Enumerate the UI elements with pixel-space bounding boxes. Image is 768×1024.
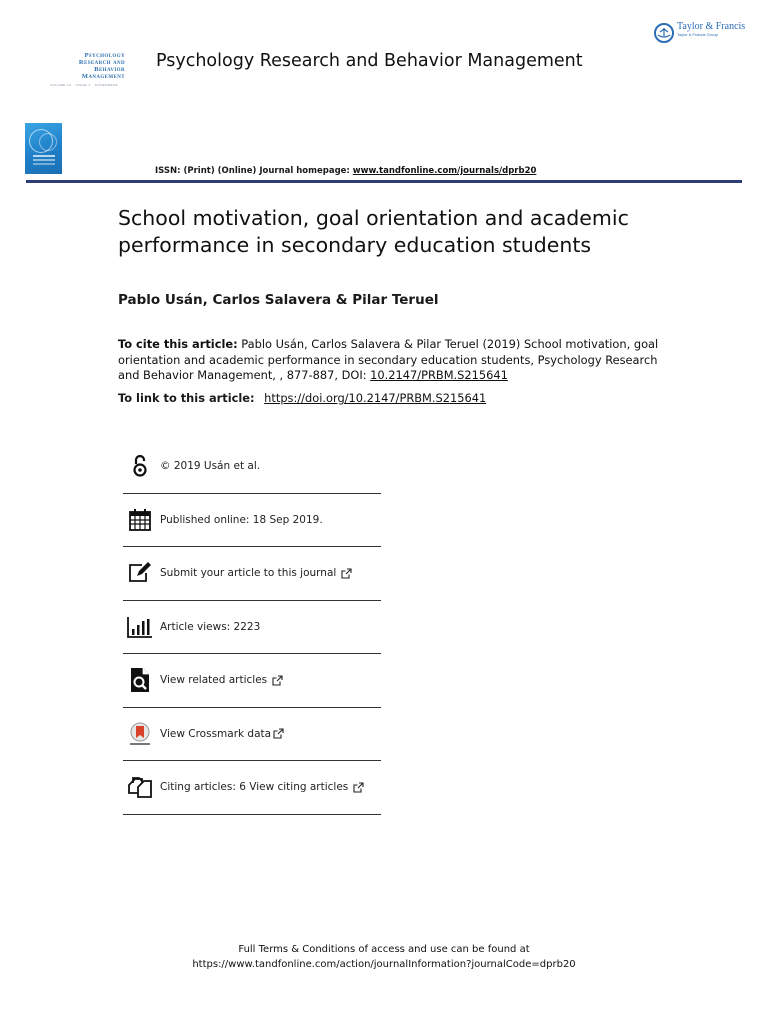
publisher-logo[interactable]	[654, 22, 745, 46]
crossmark-link[interactable]: View Crossmark data	[160, 727, 272, 740]
doi-link[interactable]: 10.2147/PRBM.S215641	[370, 368, 508, 382]
external-link-icon	[353, 782, 364, 793]
footer-terms-url[interactable]: https://www.tandfonline.com/action/journalInformation?journalCode=dprb20	[192, 959, 576, 970]
citing-articles-link[interactable]: Citing articles: 6 View citing articles	[160, 781, 349, 794]
citation-block	[118, 337, 663, 384]
article-doi-url[interactable]: https://doi.org/10.2147/PRBM.S215641	[264, 391, 487, 405]
search-document-icon	[127, 667, 153, 693]
published-text: Published online: 18 Sep 2019.	[160, 513, 323, 526]
article-title: School motivation, goal orientation and academic performance in secondary education students	[118, 206, 629, 257]
related-articles-row[interactable]	[123, 654, 381, 708]
related-articles-link[interactable]: View related articles	[160, 674, 268, 687]
footer-line1: Full Terms & Conditions of access and use can be found at	[238, 944, 530, 955]
journal-cover-image	[25, 123, 62, 174]
article-authors: Pablo Usán, Carlos Salavera & Pilar Teruel	[118, 292, 439, 308]
journal-logo-line: Behavior	[94, 66, 125, 73]
calendar-icon	[127, 507, 153, 533]
journal-homepage-link[interactable]: www.tandfonline.com/journals/dprb20	[352, 166, 537, 176]
crossmark-icon	[127, 721, 153, 747]
external-link-icon	[341, 568, 352, 579]
license-text: © 2019 Usán et al.	[160, 460, 261, 473]
citing-articles-row[interactable]	[123, 761, 381, 815]
article-views-row	[123, 601, 381, 655]
external-link-icon	[273, 728, 284, 739]
license-row	[123, 440, 381, 494]
journal-title: Psychology Research and Behavior Management	[156, 51, 583, 71]
publisher-subtitle: Taylor & Francis Group	[677, 32, 718, 37]
submit-article-row[interactable]	[123, 547, 381, 601]
journal-logo-subtitle: VOLUME 12 · ISSUE 1 · DOVEPRESS	[50, 83, 118, 87]
link-label: To link to this article:	[118, 391, 255, 405]
journal-logo-line: Management	[81, 73, 125, 80]
issn-line	[155, 166, 536, 176]
publisher-name: Taylor & Francis	[677, 21, 746, 32]
cite-label: To cite this article:	[118, 337, 238, 351]
article-info-list	[123, 440, 381, 815]
journal-logo-line: Psychology	[84, 52, 125, 59]
journal-logo	[50, 52, 125, 87]
edit-icon	[127, 560, 153, 586]
journal-logo-line: Research and	[78, 59, 125, 66]
crossmark-row[interactable]	[123, 708, 381, 762]
header-divider	[26, 180, 742, 183]
publisher-logo-icon	[654, 23, 674, 43]
article-link-line	[118, 391, 486, 405]
published-row	[123, 494, 381, 548]
external-link-icon	[272, 675, 283, 686]
article-views-text: Article views: 2223	[160, 620, 261, 633]
cite-text: Pablo Usán, Carlos Salavera & Pilar Teruel (2019) School motivation, goal orientation and academic performance in secondary education students, Psychology Research and Behavior Management, , 877-887, DOI:	[118, 337, 659, 382]
terms-footer	[0, 942, 768, 972]
bar-chart-icon	[127, 614, 153, 640]
issn-text: ISSN: (Print) (Online) Journal homepage:	[155, 166, 353, 176]
citing-articles-icon	[127, 774, 153, 800]
open-access-icon	[127, 453, 153, 479]
submit-article-link[interactable]: Submit your article to this journal	[160, 567, 337, 580]
